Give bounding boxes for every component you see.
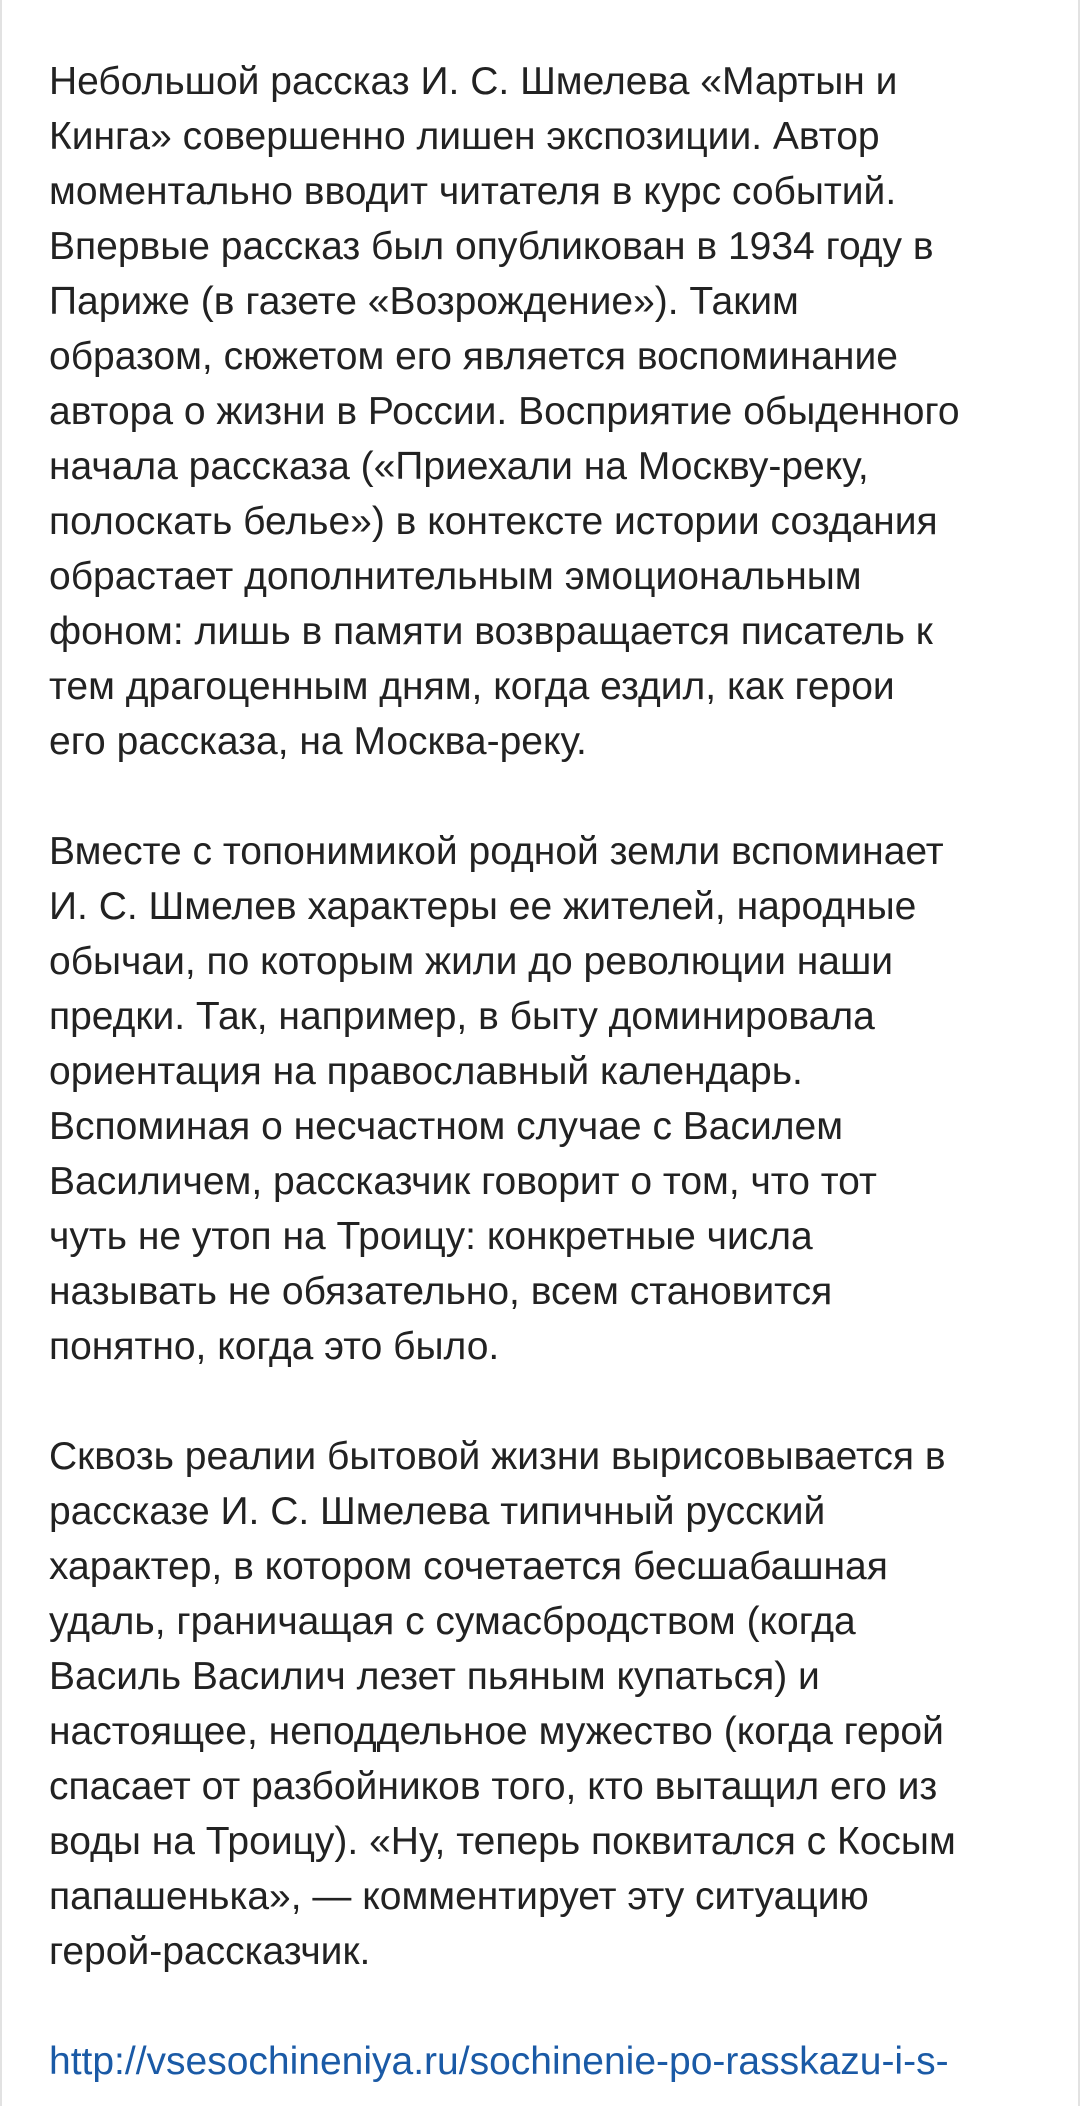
article-text	[49, 54, 1049, 2089]
paragraph-line: называть не обязательно, всем становится	[49, 1270, 833, 1313]
paragraph-line: воды на Троицу). «Ну, теперь поквитался с Косым	[49, 1820, 956, 1863]
paragraph-line: И. С. Шмелев характеры ее жителей, народные	[49, 885, 917, 928]
paragraph-line: папашенька», — комментирует эту ситуацию	[49, 1875, 869, 1918]
paragraph-line: Впервые рассказ был опубликован в 1934 году в	[49, 225, 934, 268]
paragraph-line: Париже (в газете «Возрождение»). Таким	[49, 280, 799, 323]
paragraph-line: ориентация на православный календарь.	[49, 1050, 803, 1093]
paragraph-line: моментально вводит читателя в курс событий.	[49, 170, 897, 213]
paragraph-line: образом, сюжетом его является воспоминание	[49, 335, 898, 378]
paragraph-line: фоном: лишь в памяти возвращается писатель к	[49, 610, 933, 653]
paragraph-line: Василь Василич лезет пьяным купаться) и	[49, 1655, 820, 1698]
paragraph-line: характер, в котором сочетается бесшабашная	[49, 1545, 888, 1588]
source-link[interactable]: http://vsesochineniya.ru/sochinenie-po-rasskazu-i-s-	[49, 2040, 949, 2083]
paragraph-1	[49, 54, 1049, 769]
paragraph-line: понятно, когда это было.	[49, 1325, 500, 1368]
paragraph-3	[49, 1429, 1049, 1979]
paragraph-2	[49, 824, 1049, 1374]
paragraph-line: Небольшой рассказ И. С. Шмелева «Мартын и	[49, 60, 898, 103]
paragraph-line: удаль, граничащая с сумасбродством (когда	[49, 1600, 856, 1643]
paragraph-line: предки. Так, например, в быту доминировала	[49, 995, 875, 1038]
paragraph-spacer	[49, 769, 1049, 824]
paragraph-line: настоящее, неподдельное мужество (когда герой	[49, 1710, 944, 1753]
paragraph-line: Василичем, рассказчик говорит о том, что тот	[49, 1160, 877, 1203]
paragraph-line: тем драгоценным дням, когда ездил, как герои	[49, 665, 895, 708]
paragraph-line: Сквозь реалии бытовой жизни вырисовывается в	[49, 1435, 946, 1478]
paragraph-line: Вместе с топонимикой родной земли вспоминает	[49, 830, 944, 873]
paragraph-spacer	[49, 1979, 1049, 2034]
paragraph-line: рассказе И. С. Шмелева типичный русский	[49, 1490, 826, 1533]
paragraph-line: обычаи, по которым жили до революции наши	[49, 940, 894, 983]
paragraph-spacer	[49, 1374, 1049, 1429]
paragraph-line: обрастает дополнительным эмоциональным	[49, 555, 862, 598]
paragraph-line: автора о жизни в России. Восприятие обыденного	[49, 390, 960, 433]
paragraph-line: чуть не утоп на Троицу: конкретные числа	[49, 1215, 813, 1258]
paragraph-line: начала рассказа («Приехали на Москву-реку,	[49, 445, 869, 488]
paragraph-line: полоскать белье») в контексте истории создания	[49, 500, 938, 543]
paragraph-line: Вспоминая о несчастном случае с Василем	[49, 1105, 844, 1148]
paragraph-line: спасает от разбойников того, кто вытащил его из	[49, 1765, 938, 1808]
paragraph-line: Кинга» совершенно лишен экспозиции. Автор	[49, 115, 880, 158]
paragraph-line: его рассказа, на Москва-реку.	[49, 720, 587, 763]
paragraph-line: герой-рассказчик.	[49, 1930, 371, 1973]
